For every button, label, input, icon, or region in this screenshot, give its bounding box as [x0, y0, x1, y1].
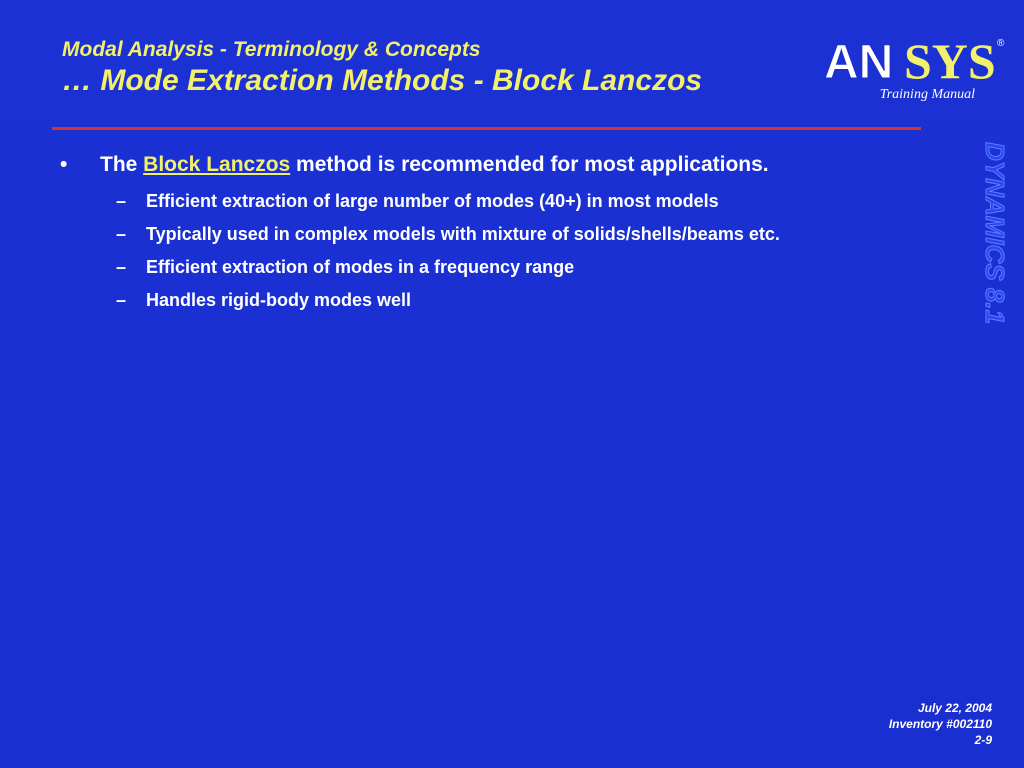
- training-manual-label: Training Manual: [879, 87, 975, 102]
- bullet-prefix: The: [100, 153, 144, 176]
- sub-bullet-text: Efficient extraction of modes in a frequency range: [146, 257, 575, 277]
- bullet-highlight-link[interactable]: Block Lanczos: [143, 153, 291, 176]
- sub-bullet-item: [60, 287, 920, 313]
- sub-bullet-item: [60, 188, 920, 214]
- sub-bullet-text: Typically used in complex models with mixture of solids/shells/beams etc.: [146, 224, 780, 244]
- footer-page-number: 2-9: [974, 733, 992, 747]
- sub-bullet-text: Efficient extraction of large number of modes (40+) in most models: [146, 191, 719, 211]
- sub-bullet-text: Handles rigid-body modes well: [146, 290, 412, 310]
- bullet-item: [60, 150, 920, 180]
- sub-bullet-list: [60, 188, 920, 313]
- sub-bullet-item: [60, 221, 920, 247]
- slide-title: … Mode Extraction Methods - Block Lanczos: [62, 64, 703, 97]
- bullet-suffix: method is recommended for most applications.: [290, 153, 769, 176]
- sub-bullet-marker: –: [116, 224, 127, 244]
- sub-bullet-item: [60, 254, 920, 280]
- sub-bullet-marker: –: [116, 191, 127, 211]
- logo-registered: ®: [997, 38, 1005, 49]
- slide-content: [60, 150, 920, 320]
- side-watermark: [944, 142, 1024, 362]
- footer: [889, 700, 992, 748]
- logo-an: AN: [824, 36, 894, 89]
- side-watermark-text: DYNAMICS 8.1: [980, 142, 1010, 325]
- footer-inventory: Inventory #002110: [888, 717, 992, 731]
- footer-date: July 22, 2004: [917, 701, 992, 715]
- header: [62, 36, 822, 98]
- title-divider: [52, 127, 921, 130]
- sub-bullet-marker: –: [116, 290, 127, 310]
- bullet-marker: •: [60, 153, 68, 176]
- sub-bullet-marker: –: [116, 257, 127, 277]
- slide-subtitle: Modal Analysis - Terminology & Concepts: [62, 38, 481, 61]
- logo-sys: SYS: [904, 33, 996, 89]
